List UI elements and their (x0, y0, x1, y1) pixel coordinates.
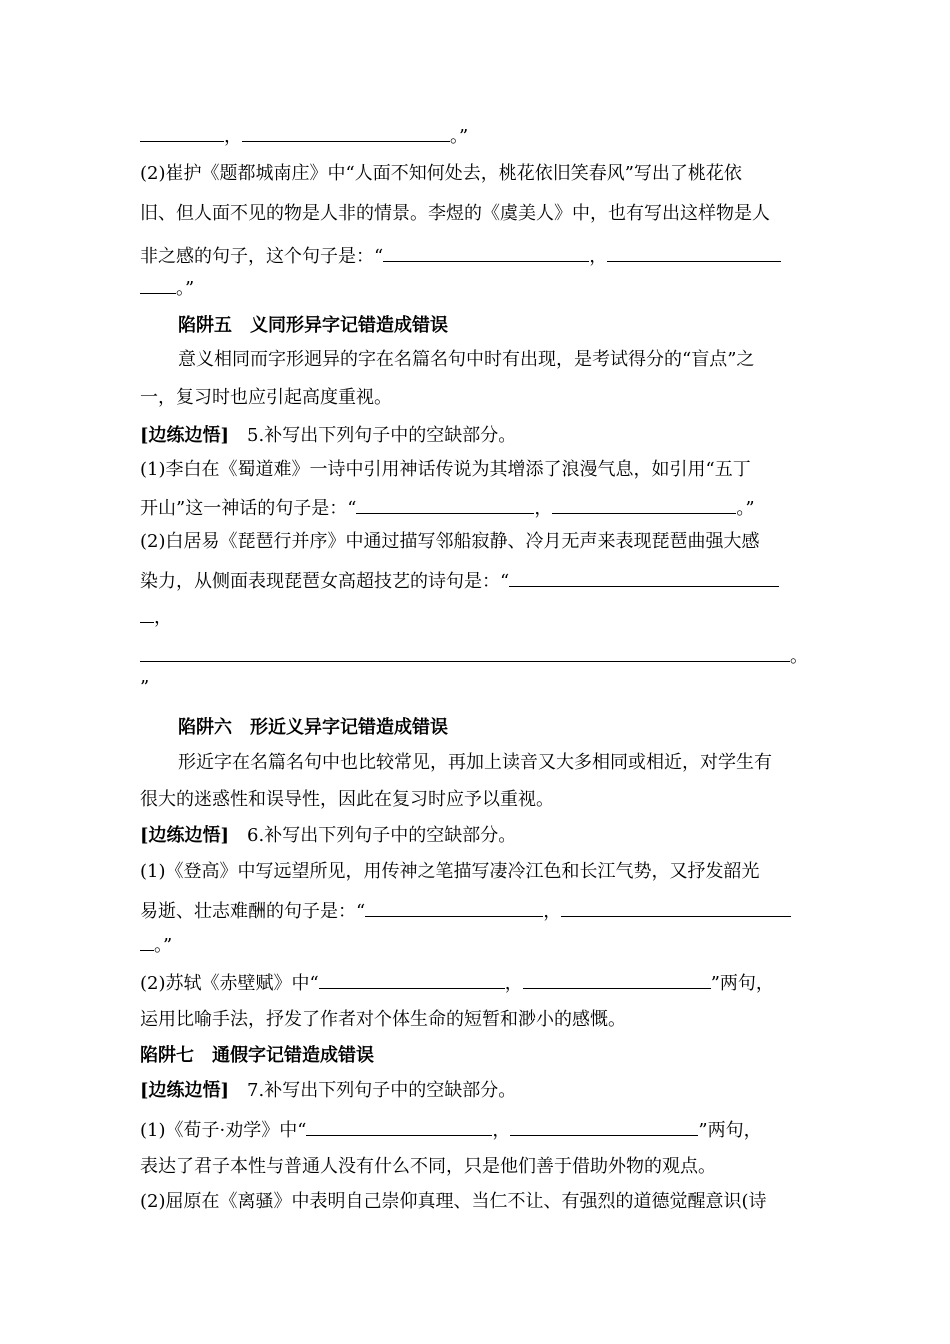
answer-line-continued (140, 676, 812, 700)
question-text: 运用比喻手法，抒发了作者对个体生命的短暂和渺小的感慨。 (140, 1009, 626, 1030)
answer-line-continued (140, 603, 812, 627)
punct: ， (154, 607, 172, 628)
question-text: 开山”这一神话的句子是：“ (140, 498, 357, 519)
answer-blank[interactable] (306, 1116, 492, 1136)
answer-blank[interactable] (365, 897, 543, 917)
question-text-with-blanks (140, 242, 812, 266)
punct: 。” (176, 278, 195, 299)
section-heading-trap7: 陷阱七 通假字记错造成错误 (140, 1045, 374, 1066)
punct: ， (504, 973, 523, 994)
punct: ， (224, 126, 242, 147)
punct: ， (534, 498, 553, 519)
answer-blank[interactable] (356, 494, 534, 514)
answer-blank[interactable] (140, 274, 176, 294)
answer-blank[interactable] (509, 567, 779, 587)
answer-line-q4-1 (140, 122, 812, 146)
punct: ， (492, 1120, 511, 1141)
question-text: 易逝、壮志难酬的句子是：“ (140, 901, 366, 922)
question-text-with-blanks (140, 897, 812, 921)
question-text: (2)屈原在《离骚》中表明自己崇仰真理、当仁不让、有强烈的道德觉醒意识(诗 (140, 1191, 767, 1212)
section-description: 形近字在名篇名句中也比较常见，再加上读音又大多相同或相近，对学生有 (178, 752, 772, 773)
answer-blank[interactable] (140, 603, 154, 623)
answer-blank[interactable] (140, 122, 224, 142)
answer-blank[interactable] (319, 969, 505, 989)
question-text-with-blanks (140, 969, 812, 993)
answer-blank[interactable] (552, 494, 736, 514)
answer-blank[interactable] (140, 642, 790, 662)
section-description: 意义相同而字形迥异的字在名篇名句中时有出现，是考试得分的“盲点”之 (178, 349, 755, 370)
section-description: 很大的迷惑性和误导性，因此在复习时应予以重视。 (140, 789, 554, 810)
punct: 。” (154, 935, 173, 956)
question-title: 7.补写出下列句子中的空缺部分。 (229, 1080, 517, 1101)
practice-title-q7 (140, 1079, 812, 1103)
question-text-with-blanks (140, 494, 812, 518)
answer-blank[interactable] (383, 242, 589, 262)
punct: 。 (790, 646, 808, 667)
question-text: (1)《登高》中写远望所见，用传神之笔描写凄冷江色和长江气势，又抒发韶光 (140, 861, 760, 882)
punct: 。” (736, 498, 755, 519)
answer-blank[interactable] (242, 122, 450, 142)
answer-line-continued (140, 642, 812, 666)
practice-tag: [边练边悟] (140, 1080, 230, 1101)
punct: ， (589, 246, 608, 267)
punct: ” (140, 677, 150, 698)
question-text: (2)白居易《琵琶行并序》中通过描写邻船寂静、冷月无声来表现琵琶曲强大感 (140, 531, 760, 552)
question-text: 旧、但人面不见的物是人非的情景。李煜的《虞美人》中，也有写出这样物是人 (140, 203, 770, 224)
practice-tag: [边练边悟] (140, 425, 230, 446)
question-text: 非之感的句子，这个句子是：“ (140, 246, 384, 267)
practice-title-q5 (140, 424, 812, 448)
practice-tag: [边练边悟] (140, 825, 230, 846)
answer-blank[interactable] (607, 242, 781, 262)
question-text: 染力，从侧面表现琵琶女高超技艺的诗句是：“ (140, 571, 510, 592)
question-text: (1)李白在《蜀道难》一诗中引用神话传说为其增添了浪漫气息，如引用“五丁 (140, 459, 751, 480)
answer-line-continued (140, 274, 812, 298)
question-title: 5.补写出下列句子中的空缺部分。 (229, 425, 517, 446)
question-title: 6.补写出下列句子中的空缺部分。 (229, 825, 517, 846)
question-text: (2)苏轼《赤壁赋》中“ (140, 973, 319, 994)
section-description: 一，复习时也应引起高度重视。 (140, 387, 392, 408)
answer-blank[interactable] (523, 969, 711, 989)
question-text: ”两句， (698, 1120, 762, 1141)
question-text: 表达了君子本性与普通人没有什么不同，只是他们善于借助外物的观点。 (140, 1156, 716, 1177)
section-heading-trap5: 陷阱五 义同形异字记错造成错误 (178, 315, 448, 336)
question-text-with-blanks (140, 1116, 812, 1140)
question-text: ”两句， (710, 973, 774, 994)
answer-blank[interactable] (561, 897, 791, 917)
answer-blank[interactable] (140, 931, 154, 951)
answer-blank[interactable] (510, 1116, 698, 1136)
punct: ， (543, 901, 562, 922)
question-text-with-blanks (140, 567, 812, 591)
section-heading-trap6: 陷阱六 形近义异字记错造成错误 (178, 717, 448, 738)
question-text: (1)《荀子·劝学》中“ (140, 1120, 307, 1141)
practice-title-q6 (140, 824, 812, 848)
answer-line-continued (140, 931, 812, 955)
question-text: (2)崔护《题都城南庄》中“人面不知何处去，桃花依旧笑春风”写出了桃花依 (140, 163, 742, 184)
punct: 。” (450, 126, 469, 147)
